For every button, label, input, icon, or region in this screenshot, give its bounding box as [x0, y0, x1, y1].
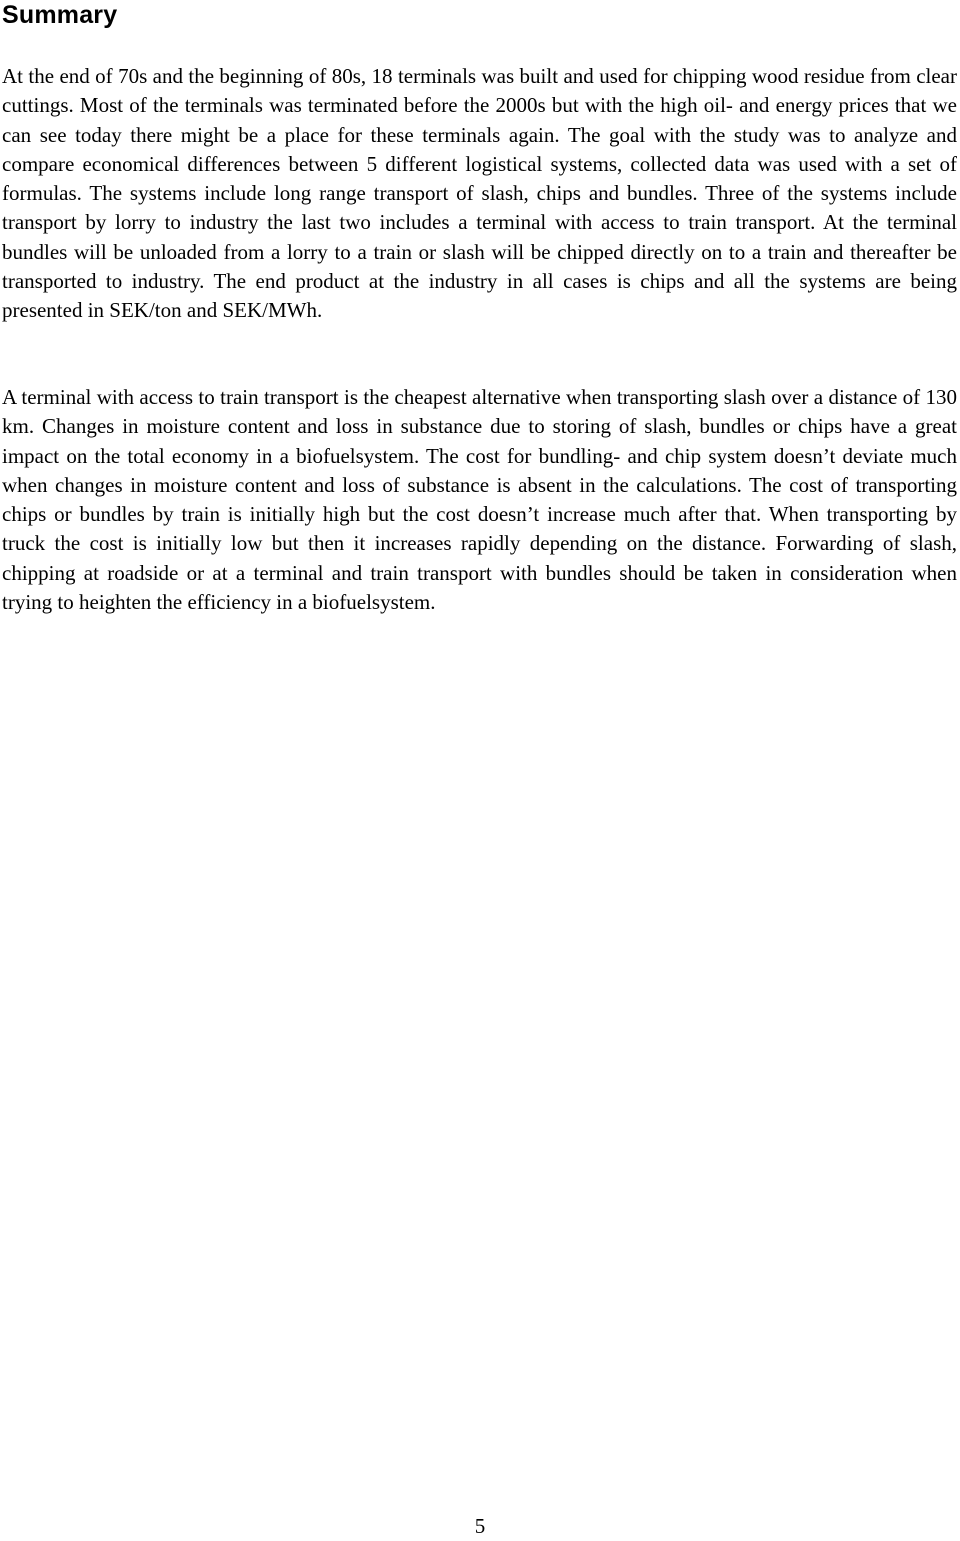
summary-paragraph-2: A terminal with access to train transport is the cheapest alternative when transporting slash over a distance of 130 km. Changes in moisture content and loss in substance due to storing of slash, bundles or chips have a great impact on the total economy in a biofuelsystem. The cost for bundling- and chip system doesn’t deviate much when changes in moisture content and loss of substance is absent in the calculations. The cost of transporting chips or bundles by train is initially high but the cost doesn’t increase much after that. When transporting by truck the cost is initially low but then it increases rapidly depending on the distance. Forwarding of slash, chipping at roadside or at a terminal and train transport with bundles should be taken in consideration when trying to heighten the efficiency in a biofuelsystem. — [2, 385, 957, 615]
summary-paragraph-1: At the end of 70s and the beginning of 80s, 18 terminals was built and used for chipping wood residue from clear cuttings. Most of the terminals was terminated before the 2000s but with the high oil- and energy prices that we can see today there might be a place for these terminals again. The goal with the study was to analyze and compare economical differences between 5 different logistical systems, collected data was used with a set of formulas. The systems include long range transport of slash, chips and bundles. Three of the systems include transport by lorry to industry the last two includes a terminal with access to train transport. At the terminal bundles will be unloaded from a lorry to a train or slash will be chipped directly on to a train and thereafter be transported to industry. The end product at the industry in all cases is chips and all the systems are being presented in SEK/ton and SEK/MWh. — [2, 64, 957, 323]
page-number: 5 — [474, 1514, 486, 1538]
section-title: Summary — [2, 1, 118, 29]
